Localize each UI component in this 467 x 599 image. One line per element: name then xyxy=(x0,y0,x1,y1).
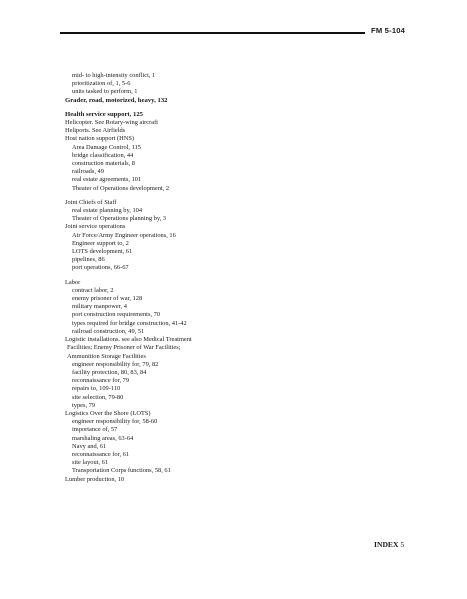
index-entry: construction materials, 8 xyxy=(72,160,136,168)
index-entry: Host nation support (HNS) xyxy=(65,135,135,143)
index-entry: site layout, 61 xyxy=(72,459,109,467)
index-entry: Helicopter. See Rotary-wing aircraft xyxy=(65,119,158,127)
index-entry: reconnaissance for, 61 xyxy=(72,450,130,458)
index-entry: Heliports. See Airfields xyxy=(65,127,126,135)
index-entry: military manpower, 4 xyxy=(72,303,127,311)
index-entry: prioritization of, 1, 5-6 xyxy=(72,80,131,88)
index-entry: Labor xyxy=(65,278,81,286)
index-entry: Theater of Operations development, 2 xyxy=(72,184,170,192)
index-entry: enemy prisoner of war, 128 xyxy=(72,295,143,303)
index-entry: engineer responsibility for, 79, 82 xyxy=(72,360,159,368)
manual-code: FM 5-104 xyxy=(371,26,406,35)
index-entry: site selection, 79-80 xyxy=(72,393,124,401)
index-entry: port operations, 66-67 xyxy=(72,264,129,272)
index-entry: Theater of Operations planning by, 3 xyxy=(72,215,166,223)
index-entry: railroad construction, 49, 51 xyxy=(72,327,145,335)
index-entry: bridge classification, 44 xyxy=(72,151,134,159)
index-entry: Engineer support to, 2 xyxy=(72,239,129,247)
index-entry: Logistics Over the Shore (LOTS) xyxy=(65,409,151,417)
page-footer xyxy=(374,540,404,549)
index-entry: LOTS development, 61 xyxy=(72,248,133,256)
index-entry: Lumber production, 10 xyxy=(65,475,125,483)
index-entry: types, 79 xyxy=(72,401,96,409)
index-entry: types required for bridge construction, 41-42 xyxy=(72,319,187,327)
index-entry: real estate agreements, 101 xyxy=(72,176,142,184)
index-entry: Health service support, 125 xyxy=(65,110,144,118)
index-label: INDEX xyxy=(374,540,399,549)
index-entry: Grader, road, motorized, heavy, 132 xyxy=(65,96,168,104)
index-entry: Ammunition Storage Facilities xyxy=(67,352,146,360)
index-entry: contract labor, 2 xyxy=(72,286,114,294)
index-entry: Air Force/Army Engineer operations, 16 xyxy=(72,231,176,239)
index-entry: Transportation Corps functions, 58, 61 xyxy=(72,467,171,475)
header-rule xyxy=(60,32,365,34)
index-entry: facility protection, 80, 83, 84 xyxy=(72,368,147,376)
index-entry: mid- to high-intensity conflict, 1 xyxy=(72,72,156,79)
index-entry: marshaling areas, 63-64 xyxy=(72,434,134,442)
index-entry: real estate planning by, 104 xyxy=(72,207,143,215)
index-entry: reconnaissance for, 79 xyxy=(72,377,130,385)
index-entry: importance of, 57 xyxy=(72,426,118,434)
index-list xyxy=(65,72,365,484)
index-entry: Joint Chiefs of Staff xyxy=(65,198,117,206)
index-entry: engineer responsibility for, 58-60 xyxy=(72,418,158,426)
index-entry: Facilities; Enemy Prisoner of War Facilities; xyxy=(67,344,181,352)
index-entry: repairs to, 109-110 xyxy=(72,385,121,393)
index-entry: port construction requirements, 70 xyxy=(72,311,161,319)
index-entry: Logistic installations. see also Medical Treatment xyxy=(65,336,192,344)
index-entry: Area Damage Control, 115 xyxy=(72,143,141,151)
index-entry: pipelines, 86 xyxy=(72,256,105,264)
index-entry: railroads, 49 xyxy=(72,168,104,176)
page-number: 5 xyxy=(400,540,405,549)
index-entry: Navy and, 61 xyxy=(72,442,107,450)
index-entry: units tasked to perform, 1 xyxy=(72,88,138,96)
index-entry: Joint service operations xyxy=(65,223,126,231)
